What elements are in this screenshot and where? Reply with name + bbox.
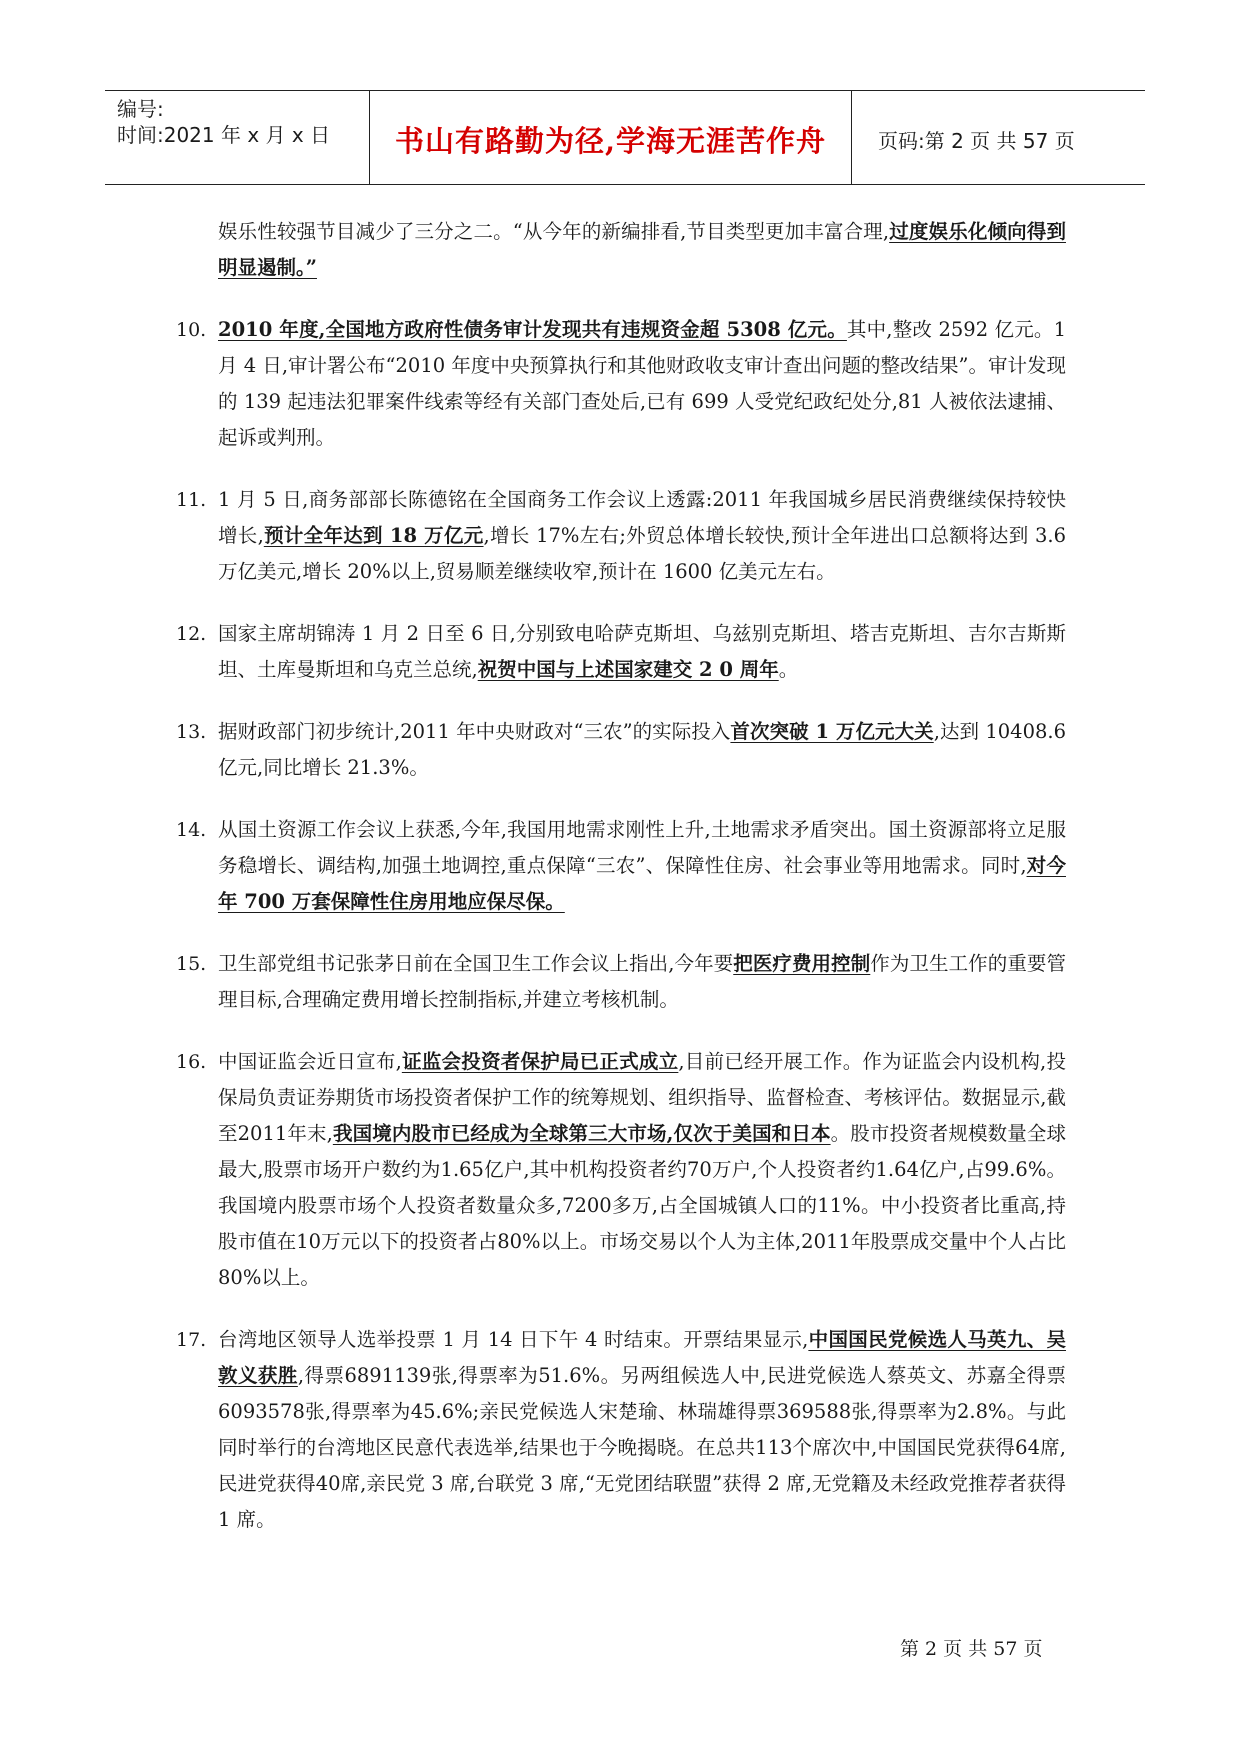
item-text: 据财政部门初步统计,2011 年中央财政对“三农”的实际投入 xyxy=(218,720,731,743)
number-label: 编号: xyxy=(117,97,164,121)
item-text: 。股市投资者规模数量全球最大,股票市场开户数约为1.65亿户,其中机构投资者约70万户,个人投资者约1.64亿户,占99.6%。我国境内股票市场个人投资者数量众多,7200多万,占全国城镇人口的11%。中小投资者比重高,持股市值在10万元以下的投资者占80%以上。市场交易以个人为主体,2011年股票成交量中个人占比80%以上。 xyxy=(218,1122,1066,1289)
motto: 书山有路勤为径,学海无涯苦作舟 xyxy=(394,124,827,158)
list-item xyxy=(176,946,1066,1018)
item-highlight: 中国国民党候选人马英九、吴敦义获胜 xyxy=(218,1328,1066,1387)
item-highlight: 2010 年度,全国地方政府性债务审计发现共有违规资金超 5308 亿元。 xyxy=(218,318,847,341)
item-text: ,目前已经开展工作。作为证监会内设机构,投保局负责证券期货市场投资者保护工作的统筹规划、组织指导、监督检查、考核评估。数据显示,截至2011年末, xyxy=(218,1050,1066,1145)
item-number: 11. xyxy=(176,489,207,511)
item-highlight: 我国境内股市已经成为全球第三大市场,仅次于美国和日本 xyxy=(332,1122,831,1145)
header-page-cell xyxy=(850,91,1145,184)
item-text: 从国土资源工作会议上获悉,今年,我国用地需求刚性上升,土地需求矛盾突出。国土资源部将立足服务稳增长、调结构,加强土地调控,重点保障“三农”、保障性住房、社会事业等用地需求。同时, xyxy=(218,818,1066,877)
item-number: 14. xyxy=(176,819,207,841)
list-item xyxy=(176,616,1066,688)
item-highlight: 预计全年达到 18 万亿元 xyxy=(263,524,484,547)
time-label: 时间:2021 年 x 月 x 日 xyxy=(117,123,331,147)
item-text: 国家主席胡锦涛 1 月 2 日至 6 日,分别致电哈萨克斯坦、乌兹别克斯坦、塔吉克斯坦、吉尔吉斯斯坦、土库曼斯坦和乌克兰总统, xyxy=(218,622,1066,681)
item-number: 17. xyxy=(176,1329,207,1351)
item-text: ,得票6891139张,得票率为51.6%。另两组候选人中,民进党候选人蔡英文、苏嘉全得票6093578张,得票率为45.6%;亲民党候选人宋楚瑜、林瑞雄得票369588张,得票率为2.8%。与此同时举行的台湾地区民意代表选举,结果也于今晚揭晓。在总共113个席次中,中国国民党获得64席,民进党获得40席,亲民党 3 席,台联党 3 席,“无党团结联盟”获得 2 席,无党籍及未经政党推荐者获得 1 席。 xyxy=(218,1364,1066,1531)
item-text: 1 月 5 日,商务部部长陈德铭在全国商务工作会议上透露:2011 年我国城乡居民消费继续保持较快增长, xyxy=(218,488,1066,547)
intro-text: 娱乐性较强节目减少了三分之二。“从今年的新编排看,节目类型更加丰富合理, xyxy=(218,220,890,243)
item-text: 其中,整改 2592 亿元。1 月 4 日,审计署公布“2010 年度中央预算执行和其他财政收支审计查出问题的整改结果”。审计发现的 139 起违法犯罪案件线索等经有关部门查处后,已有 699 人受党纪政纪处分,81 人被依法逮捕、起诉或判刑。 xyxy=(218,318,1066,449)
intro-paragraph xyxy=(176,214,1066,286)
item-highlight: 把医疗费用控制 xyxy=(733,952,871,975)
header-motto-cell xyxy=(369,91,852,184)
item-text: 中国证监会近日宣布, xyxy=(218,1050,402,1073)
item-highlight: 祝贺中国与上述国家建交 2 0 周年 xyxy=(477,658,779,681)
item-text: 卫生部党组书记张茅日前在全国卫生工作会议上指出,今年要 xyxy=(218,952,734,975)
document-header xyxy=(105,90,1145,185)
item-highlight: 首次突破 1 万亿元大关 xyxy=(730,720,934,743)
item-number: 15. xyxy=(176,953,207,975)
item-text: 台湾地区领导人选举投票 1 月 14 日下午 4 时结束。开票结果显示, xyxy=(218,1328,809,1351)
item-number: 13. xyxy=(176,721,207,743)
item-number: 10. xyxy=(176,319,207,341)
header-meta xyxy=(105,91,369,184)
document-body xyxy=(176,214,1066,1538)
item-number: 12. xyxy=(176,623,207,645)
list-item xyxy=(176,714,1066,786)
item-text: 。 xyxy=(778,658,799,681)
page-code: 页码:第 2 页 共 57 页 xyxy=(878,129,1075,153)
item-number: 16. xyxy=(176,1051,207,1073)
list-item xyxy=(176,312,1066,456)
item-text: ,增长 17%左右;外贸总体增长较快,预计全年进出口总额将达到 3.6 万亿美元,增长 20%以上,贸易顺差继续收窄,预计在 1600 亿美元左右。 xyxy=(218,524,1067,583)
intro-highlight: 过度娱乐化倾向得到明显遏制。” xyxy=(218,220,1066,279)
item-text: 作为卫生工作的重要管理目标,合理确定费用增长控制指标,并建立考核机制。 xyxy=(218,952,1066,1011)
item-highlight: 对今年 700 万套保障性住房用地应保尽保。 xyxy=(218,854,1066,913)
item-text: ,达到 10408.6 亿元,同比增长 21.3%。 xyxy=(218,720,1066,779)
list-item xyxy=(176,1322,1066,1538)
list-item xyxy=(176,812,1066,920)
list-item xyxy=(176,482,1066,590)
list-item xyxy=(176,1044,1066,1296)
page-footer: 第 2 页 共 57 页 xyxy=(900,1638,1043,1660)
item-highlight: 证监会投资者保护局已正式成立 xyxy=(401,1050,679,1073)
